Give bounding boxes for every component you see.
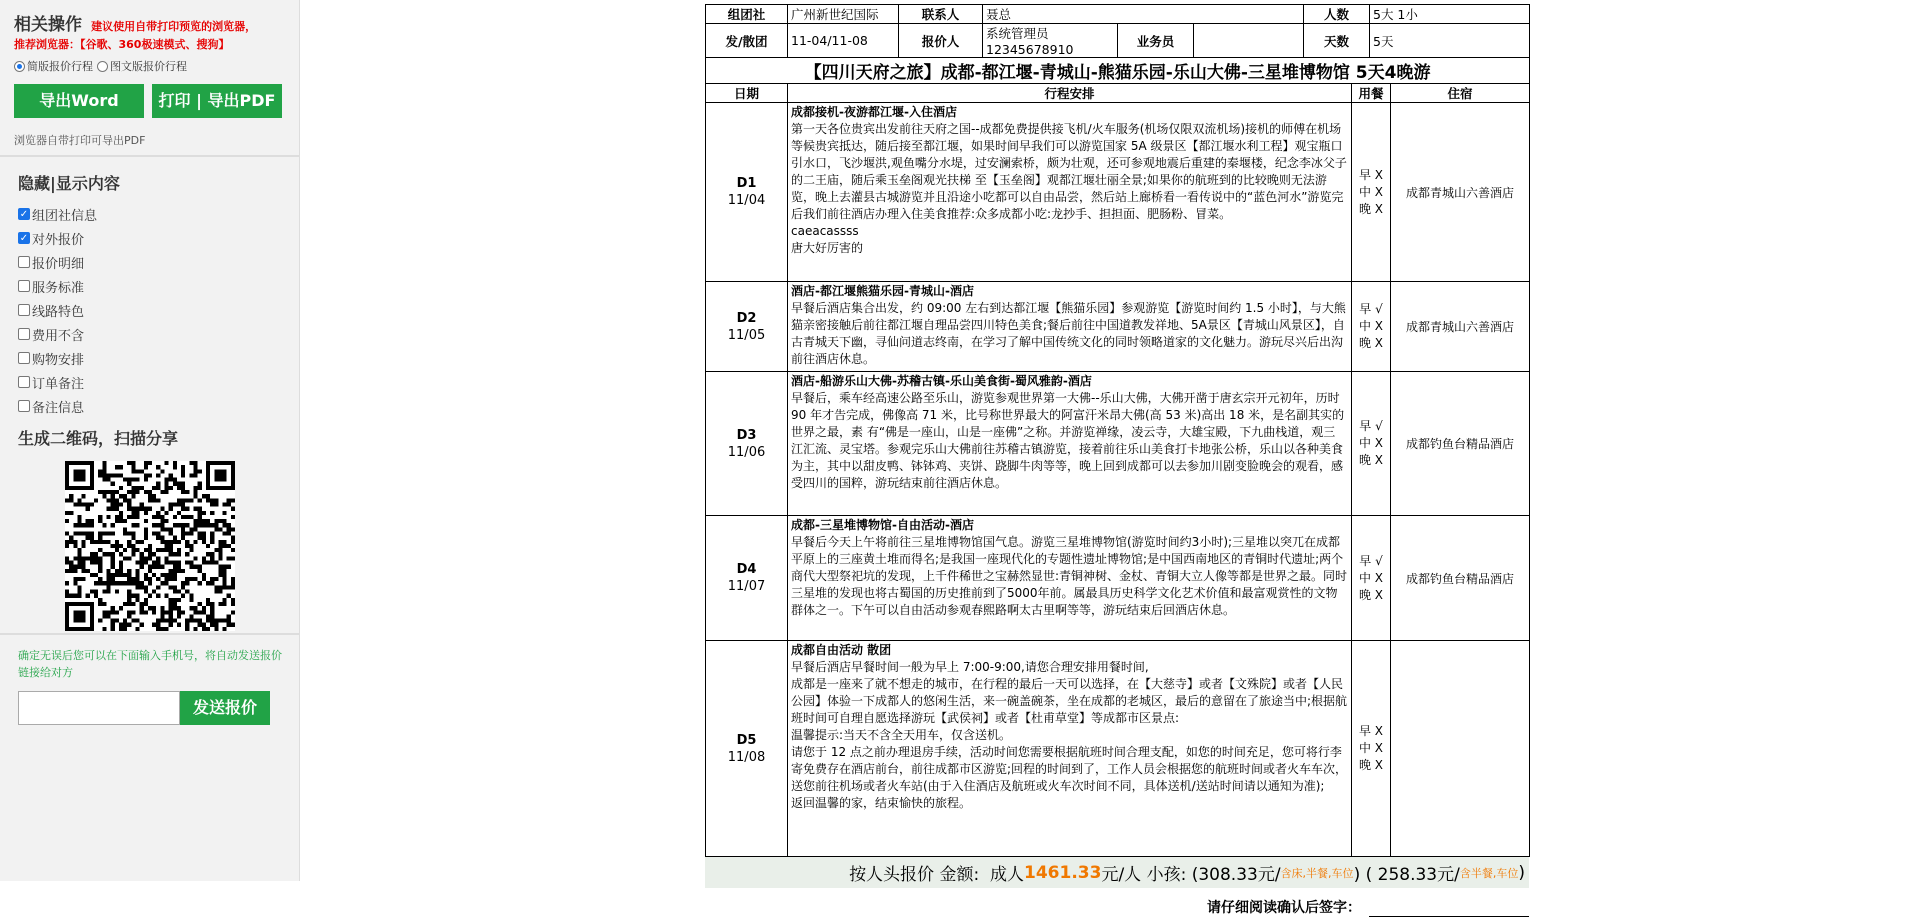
meal-item: 中 X	[1358, 741, 1384, 755]
signature-label: 请仔细阅读确认后签字：	[1207, 900, 1361, 916]
toggle-section	[0, 157, 299, 635]
toggle-item[interactable]	[18, 346, 281, 370]
toggle-item[interactable]	[18, 298, 281, 322]
toggle-label[interactable]: 对外报价	[32, 232, 85, 248]
toggle-item[interactable]	[18, 370, 281, 394]
day-number: D3	[736, 427, 757, 443]
day-date: 11/08	[727, 749, 766, 765]
sales-value	[1194, 24, 1304, 58]
meal-item: 晚 X	[1358, 758, 1384, 772]
itinerary-row	[706, 516, 1530, 641]
actions-section	[0, 0, 299, 157]
day-description: 早餐后酒店集合出发，约 09:00 左右到达都江堰【熊猫乐园】参观游览【游览时间约 1.5 小时】，与大熊猫亲密接触后前往都江堰自理品尝四川特色美食;餐后前往中国道教发祥地、5A景区【青城山风景区】，自古青城天下幽，寻仙问道志终南，在学习了解中国传统文化的同时领略道家的文化魅力。游玩尽兴后出沟前往酒店休息。	[791, 301, 1346, 366]
day-description: 早餐后今天上午将前往三星堆博物馆国气息。游览三星堆博物馆(游览时间约3小时);三星堆以突兀在成都平原上的三座黄土堆而得名;是我国一座现代化的专题性遗址博物馆;是中国西南地区的青铜时代遗址;两个商代大型祭祀坑的发现，上千件稀世之宝赫然显世:青铜神树、金杖、青铜大立人像等都是世界之最。同时三星堆的发现也将古蜀国的历史推前到了5000年前。属最具历史科学文化艺术价值和最富观赏性的文物群体之一。下午可以自由活动参观春熙路啊太古里啊等等，游玩结束后回酒店休息。	[791, 535, 1348, 617]
date-label: 发/散团	[706, 24, 788, 58]
itinerary-row	[706, 641, 1530, 857]
meal-item: 早 √	[1359, 302, 1383, 316]
day-description: 唐大好厉害的	[791, 241, 864, 255]
activity-cell	[788, 372, 1352, 516]
print-note: 浏览器自带打印可导出PDF	[14, 134, 146, 147]
itinerary-row	[706, 282, 1530, 372]
day-description: 成都是一座来了就不想走的城市，在行程的最后一天可以选择，在【大慈寺】或者【文殊院】或者【人民公园】体验一下成都人的悠闲生活，来一碗盖碗茶，坐在成都的老城区，最后的意留在了旅途当中;根据航班时间可自理自愿选择游玩【武侯祠】或者【杜甫草堂】等成都市区景点:	[791, 677, 1348, 725]
days-value: 5天	[1370, 24, 1530, 58]
day-title: 酒店-都江堰熊猫乐园-青城山-酒店	[791, 284, 974, 298]
toggle-item[interactable]	[18, 250, 281, 274]
date-value: 11-04/11-08	[788, 24, 899, 58]
meal-item: 中 X	[1358, 570, 1384, 585]
toggle-label[interactable]: 报价明细	[32, 256, 85, 272]
share-qr-code	[65, 461, 235, 631]
meals-cell	[1352, 372, 1391, 516]
meals-cell	[1352, 282, 1391, 372]
day-number: D2	[736, 310, 757, 326]
activity-cell	[788, 516, 1352, 641]
adult-price: 1461.33	[1024, 862, 1102, 883]
toggle-label[interactable]: 费用不含	[32, 328, 85, 344]
hotel-cell: 成都青城山六善酒店	[1391, 103, 1530, 282]
radio-simple[interactable]	[14, 61, 25, 72]
day-cell	[706, 372, 788, 516]
col-itinerary: 行程安排	[788, 84, 1352, 103]
toggle-list	[18, 202, 281, 418]
radio-graphic[interactable]	[97, 61, 108, 72]
browser-recommendation: 推荐浏览器：【谷歌、360极速模式、搜狗】	[14, 38, 230, 51]
day-description: 返回温馨的家，结束愉快的旅程。	[791, 796, 972, 810]
toggle-title: 隐藏|显示内容	[18, 174, 120, 193]
header-table	[705, 4, 1530, 58]
radio-simple-label[interactable]: 简版报价行程	[27, 60, 93, 73]
sales-label: 业务员	[1118, 24, 1194, 58]
hotel-cell: 成都钓鱼台精品酒店	[1391, 516, 1530, 641]
phone-input[interactable]	[18, 691, 180, 725]
toggle-checkbox[interactable]	[18, 304, 30, 316]
send-section	[0, 633, 300, 725]
meal-item: 晚 X	[1358, 587, 1384, 602]
toggle-label[interactable]: 购物安排	[32, 352, 85, 368]
itinerary-row	[706, 372, 1530, 516]
qr-title: 生成二维码，扫描分享	[18, 429, 179, 448]
day-number: D4	[736, 562, 757, 577]
day-description: 早餐后酒店早餐时间一般为早上 7:00-9:00,请您合理安排用餐时间,	[791, 660, 1149, 674]
day-description: 请您于 12 点之前办理退房手续，活动时间您需要根据航班时间合理支配，如您的时间充足，您可将行李寄免费存在酒店前台，前往成都市区游览;回程的时间到了，工作人员会根据您的航班时间或者火车车次，送您前往机场或者火车站(由于入住酒店及航班或火车次时间不同，具体送机/送站时间请以通知为准);	[791, 745, 1348, 793]
meal-item: 早 X	[1358, 167, 1384, 182]
price-prefix: 按人头报价 金额:	[849, 865, 980, 885]
toggle-item[interactable]	[18, 274, 281, 298]
people-value: 5大 1小	[1370, 5, 1530, 24]
contact-value: 聂总	[983, 5, 1304, 24]
hotel-cell: 成都钓鱼台精品酒店	[1391, 372, 1530, 516]
days-label: 天数	[1304, 24, 1370, 58]
send-quote-button[interactable]: 发送报价	[180, 691, 270, 725]
toggle-checkbox[interactable]	[18, 352, 30, 364]
sidebar	[0, 0, 300, 881]
adult-label: 成人	[990, 865, 1025, 885]
agency-value: 广州新世纪国际	[788, 5, 899, 24]
hotel-cell	[1391, 641, 1530, 857]
day-cell	[706, 282, 788, 372]
day-date: 11/06	[727, 444, 766, 460]
day-title: 酒店-船游乐山大佛-苏稽古镇-乐山美食街-蜀风雅韵-酒店	[791, 374, 1092, 388]
toggle-label[interactable]: 服务标准	[32, 280, 85, 296]
day-title: 成都-三星堆博物馆-自由活动-酒店	[791, 518, 974, 532]
day-description: 温馨提示:当天不含全天用车，仅含送机。	[791, 728, 1012, 742]
signature-line[interactable]	[1369, 901, 1529, 917]
day-date: 11/04	[727, 193, 766, 208]
price-end: )	[1518, 862, 1525, 883]
adult-unit: 元/人 小孩: (308.33元/	[1101, 865, 1281, 885]
toggle-checkbox[interactable]	[18, 328, 30, 340]
price-mid: ) ( 258.33元/	[1353, 865, 1460, 885]
toggle-label[interactable]: 订单备注	[32, 376, 85, 392]
toggle-label[interactable]: 组团社信息	[32, 208, 98, 224]
quote-document	[705, 4, 1529, 917]
actions-title: 相关操作	[14, 15, 82, 35]
reporter-value: 系统管理员12345678910	[983, 24, 1118, 58]
meal-item: 中 X	[1358, 319, 1384, 333]
toggle-item[interactable]	[18, 202, 281, 226]
day-number: D5	[736, 732, 757, 748]
day-number: D1	[736, 176, 757, 191]
itinerary-row	[706, 103, 1530, 282]
people-label: 人数	[1304, 5, 1370, 24]
meals-cell	[1352, 103, 1391, 282]
day-title: 成都自由活动 散团	[791, 643, 892, 657]
print-pdf-button[interactable]: 打印 | 导出PDF	[152, 84, 282, 118]
activity-cell	[788, 282, 1352, 372]
col-date: 日期	[706, 84, 788, 103]
contact-label: 联系人	[899, 5, 983, 24]
itinerary-table	[705, 58, 1530, 857]
hotel-cell: 成都青城山六善酒店	[1391, 282, 1530, 372]
day-date: 11/07	[727, 579, 766, 594]
toggle-item[interactable]	[18, 394, 281, 418]
day-cell	[706, 103, 788, 282]
meal-item: 中 X	[1358, 184, 1384, 199]
meals-cell	[1352, 641, 1391, 857]
toggle-checkbox[interactable]	[18, 376, 30, 388]
day-description: 早餐后，乘车经高速公路至乐山，游览参观世界第一大佛--乐山大佛，大佛开凿于唐玄宗开元初年，历时 90 年才告完成，佛像高 71 米，比号称世界最大的阿富汗米昂大佛(高 53 米)高出 18 米，是名副其实的世界之最，素 有“佛是一座山，山是一座佛”之称。并游览禅缘，凌云寺，大雄宝殿，下九曲栈道，观三 江汇流、灵宝塔。参观完乐山大佛前往苏稽古镇游览，接着前往乐山美食打卡地张公桥，乐山以各种美食为主，其中以甜皮鸭、钵钵鸡、夹饼、跷脚牛肉等等，晚上回到成都可以去参加川剧变脸晚会的观看，感受四川的国粹，游玩结束前往酒店休息。	[791, 391, 1345, 490]
signature-row	[705, 897, 1529, 917]
day-title: 成都接机-夜游都江堰-入住酒店	[791, 105, 957, 119]
child-note-1: 含床,半餐,车位	[1280, 866, 1354, 880]
meal-item: 早 √	[1359, 553, 1383, 568]
radio-graphic-label[interactable]: 图文版报价行程	[110, 60, 187, 73]
meal-item: 晚 X	[1358, 453, 1384, 467]
agency-label: 组团社	[706, 5, 788, 24]
day-description: caeacassss	[791, 224, 859, 238]
child-note-2: 含半餐,车位	[1459, 866, 1519, 880]
col-hotel: 住宿	[1391, 84, 1530, 103]
meal-item: 中 X	[1358, 436, 1384, 450]
meal-item: 早 X	[1358, 724, 1384, 738]
day-cell	[706, 516, 788, 641]
activity-cell	[788, 103, 1352, 282]
price-summary	[705, 857, 1529, 888]
reporter-label: 报价人	[899, 24, 983, 58]
meal-item: 早 √	[1359, 419, 1383, 433]
tour-title: 【四川天府之旅】成都-都江堰-青城山-熊猫乐园-乐山大佛-三星堆博物馆 5天4晚游	[706, 58, 1530, 84]
activity-cell	[788, 641, 1352, 857]
day-cell	[706, 641, 788, 857]
toggle-checkbox[interactable]	[18, 256, 30, 268]
toggle-checkbox[interactable]	[18, 280, 30, 292]
toggle-checkbox[interactable]: ✓	[19, 208, 29, 220]
col-meals: 用餐	[1352, 84, 1391, 103]
export-word-button[interactable]: 导出Word	[14, 84, 144, 118]
meal-item: 晚 X	[1358, 336, 1384, 350]
day-date: 11/05	[727, 327, 766, 343]
toggle-label[interactable]: 线路特色	[32, 304, 85, 320]
toggle-item[interactable]	[18, 226, 281, 250]
toggle-checkbox[interactable]: ✓	[19, 232, 29, 244]
toggle-item[interactable]	[18, 322, 281, 346]
meals-cell	[1352, 516, 1391, 641]
toggle-checkbox[interactable]	[18, 400, 30, 412]
send-note: 确定无误后您可以在下面输入手机号，将自动发送报价链接给对方	[18, 649, 282, 679]
meal-item: 晚 X	[1358, 201, 1384, 216]
layout-radio-group	[14, 58, 285, 74]
browser-warning: 建议使用自带打印预览的浏览器，	[91, 20, 257, 33]
day-description: 第一天各位贵宾出发前往天府之国--成都免费提供接飞机/火车服务(机场仅限双流机场)接机的师傅在机场等候贵宾抵达，随后接至都江堰，如果时间早我们可以游览国家 5A 级景区【都江堰水利工程】观宝瓶口引水口，飞沙堰洪,观鱼嘴分水堤，过安澜索桥，颇为壮观，还可参观地震后重建的秦堰楼，纪念李冰父子的二王庙，随后乘玉垒阁观光扶梯 至【玉垒阁】观都江堰壮丽全景;如果你的航班到的比较晚则无法游览，晚上去灌县古城游览并且沿途小吃都可以自由品尝，然后站上廊桥看一看传说中的“蓝色河水”游览完后我们前往酒店办理入住美食推荐:众多成都小吃:龙抄手、担担面、肥肠粉、冒菜。	[791, 122, 1347, 221]
toggle-label[interactable]: 备注信息	[32, 400, 85, 416]
